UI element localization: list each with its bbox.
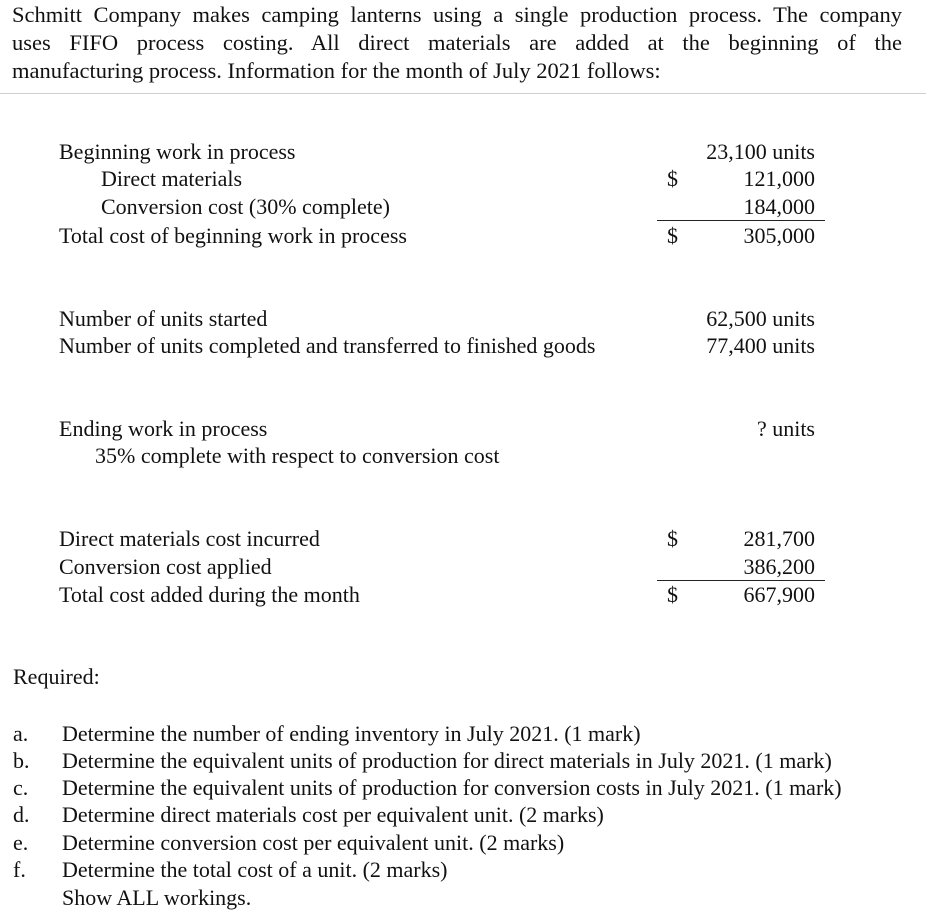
intro-line: Schmitt Company makes camping lanterns using a single production process. The company <box>12 2 902 27</box>
required-footer: Show ALL workings. <box>62 885 252 910</box>
beginning-dm-value: 121,000 <box>743 166 815 191</box>
cc-applied-label: Conversion cost applied <box>59 554 272 579</box>
beginning-total-value: 305,000 <box>743 223 815 248</box>
top-divider <box>0 93 926 94</box>
costs-total-value: 667,900 <box>743 582 815 607</box>
units-completed-label: Number of units completed and transferred to finished goods <box>59 333 596 358</box>
required-item-text: Determine the total cost of a unit. (2 marks) <box>62 857 448 882</box>
beginning-total-currency: $ <box>667 223 678 248</box>
units-started-value: 62,500 units <box>706 306 815 331</box>
costs-total-currency: $ <box>667 582 678 607</box>
required-marker: c. <box>13 775 29 800</box>
beginning-cc-value: 184,000 <box>743 194 815 219</box>
dm-incurred-currency: $ <box>667 526 678 551</box>
required-marker: b. <box>13 748 30 773</box>
beginning-wip-label: Beginning work in process <box>59 139 296 164</box>
beginning-dm-label: Direct materials <box>101 166 243 191</box>
intro-paragraph <box>12 1 902 85</box>
beginning-wip-units: 23,100 units <box>706 139 815 164</box>
required-item-text: Determine direct materials cost per equivalent unit. (2 marks) <box>62 802 604 827</box>
beginning-dm-currency: $ <box>667 166 678 191</box>
required-heading: Required: <box>13 664 100 689</box>
cc-applied-value: 386,200 <box>743 554 815 579</box>
beginning-total-label: Total cost of beginning work in process <box>59 223 407 248</box>
required-item-text: Determine conversion cost per equivalent unit. (2 marks) <box>62 830 565 855</box>
required-item-text: Determine the number of ending inventory in July 2021. (1 mark) <box>62 721 641 746</box>
dm-incurred-label: Direct materials cost incurred <box>59 526 320 551</box>
subtotal-underline <box>657 220 825 221</box>
required-marker: d. <box>13 802 30 827</box>
required-marker: a. <box>13 721 29 746</box>
ending-wip-label: Ending work in process <box>59 416 268 441</box>
ending-wip-units: ? units <box>756 416 815 441</box>
required-item-text: Determine the equivalent units of production for conversion costs in July 2021. (1 mark) <box>62 775 842 800</box>
ending-wip-note: 35% complete with respect to conversion cost <box>95 443 500 468</box>
required-item-text: Determine the equivalent units of production for direct materials in July 2021. (1 mark) <box>62 748 832 773</box>
dm-incurred-value: 281,700 <box>743 526 815 551</box>
costs-total-label: Total cost added during the month <box>59 582 360 607</box>
subtotal-underline <box>657 580 825 581</box>
beginning-cc-label: Conversion cost (30% complete) <box>101 194 390 219</box>
required-marker: f. <box>13 857 26 882</box>
required-marker: e. <box>13 830 29 855</box>
intro-line: uses FIFO process costing. All direct materials are added at the beginning of the <box>12 30 902 55</box>
units-started-label: Number of units started <box>59 306 268 331</box>
units-completed-value: 77,400 units <box>706 333 815 358</box>
intro-line: manufacturing process. Information for the month of July 2021 follows: <box>12 58 661 83</box>
